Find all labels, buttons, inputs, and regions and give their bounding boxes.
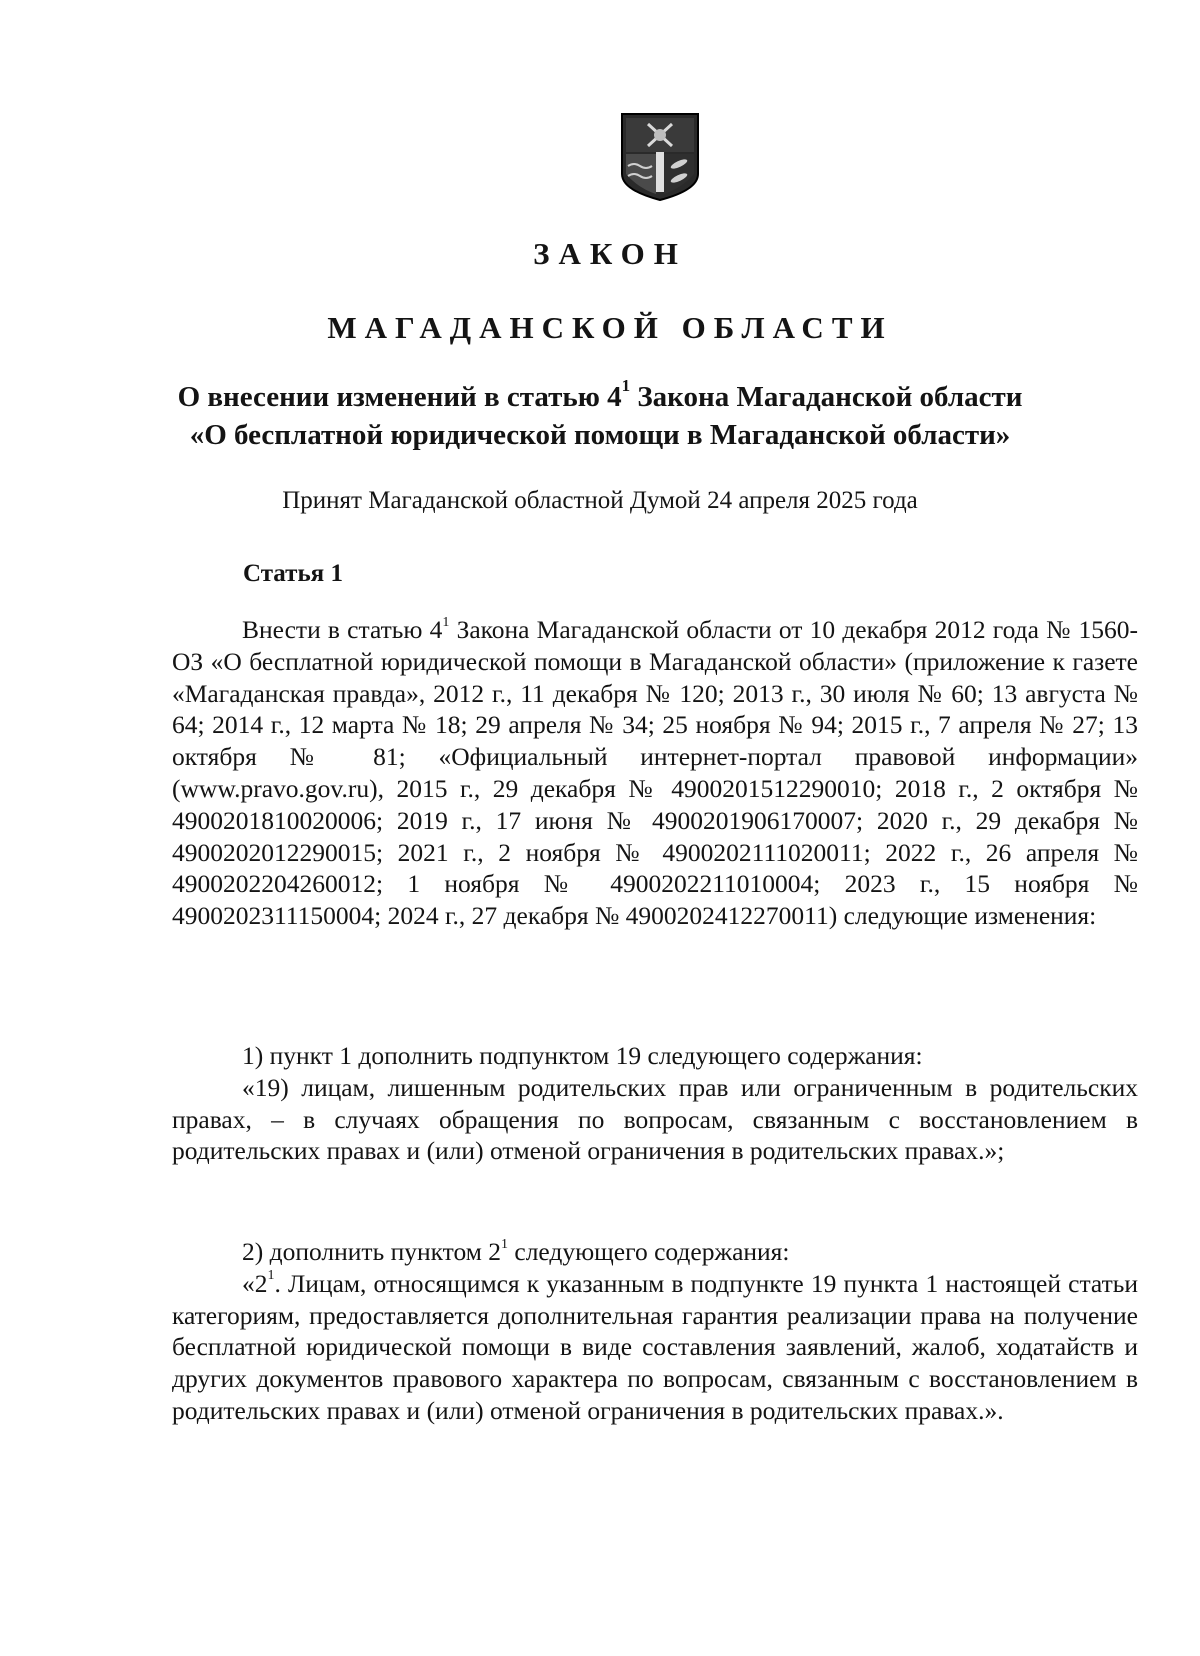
item-2-text-pre: «2	[242, 1268, 268, 1298]
item-2-text-post: . Лицам, относящимся к указанным в подпункте 19 пункта 1 настоящей статьи категориям, предоставляется дополнительная гарантия реализации права на получение бесплатной юридической помощи в виде составления заявлений, жалоб, ходатайств и других документов правового характера по вопросам, связанным с восстановлением в родительских правах и (или) отменой ограничения в родительских правах.».	[172, 1268, 1138, 1425]
subject-line2: «О бесплатной юридической помощи в Магаданской области»	[189, 419, 1011, 451]
item-2-heading-pre: 2) дополнить пунктом 2	[242, 1237, 501, 1266]
article-intro-pre: Внести в статью 4	[242, 615, 443, 644]
item-2-text	[172, 1268, 1138, 1427]
magadan-coat-of-arms-icon	[618, 110, 702, 202]
article-intro	[172, 614, 1138, 932]
item-1	[172, 1040, 1138, 1167]
adoption-note: Принят Магаданской областной Думой 24 апреля 2025 года	[282, 487, 918, 514]
item-1-text: «19) лицам, лишенным родительских прав или ограниченным в родительских правах, – в случаях обращения по вопросам, связанным с восстановлением в родительских правах и (или) отменой ограничения в родительских правах.»;	[172, 1072, 1138, 1166]
document-title: ЗАКОН	[533, 236, 687, 271]
item-2-heading	[172, 1236, 1138, 1268]
subject-line1	[177, 376, 1023, 413]
law-subject	[0, 378, 1200, 454]
subject-line1-pre: О внесении изменений в статью 4	[177, 381, 622, 413]
article-intro-post: Закона Магаданской области от 10 декабря 2012 года № 1560-ОЗ «О бесплатной юридической помощи в Магаданской области» (приложение к газете «Магаданская правда», 2012 г., 11 декабря № 120; 2013 г., 30 июля № 60; 13 августа № 64; 2014 г., 12 марта № 18; 29 апреля № 34; 25 ноября № 94; 2015 г., 7 апреля № 27; 13 октября № 81; «Официальный интернет-портал правовой информации» (www.pravo.gov.ru), 2015 г., 29 декабря № 4900201512290010; 2018 г., 2 октября № 4900201810020006; 2019 г., 17 июня № 4900201906170007; 2020 г., 29 декабря № 4900202012290015; 2021 г., 2 ноября № 4900202111020011; 2022 г., 26 апреля № 4900202204260012; 1 ноября № 4900202211010004; 2023 г., 15 ноября № 4900202311150004; 2024 г., 27 декабря № 4900202412270011) следующие изменения:	[172, 615, 1138, 931]
item-2	[172, 1236, 1138, 1427]
article-heading: Статья 1	[243, 560, 343, 587]
subject-line1-post: Закона Магаданской области	[630, 381, 1023, 413]
article-intro-sup: 1	[442, 614, 450, 630]
item-2-text-sup: 1	[267, 1268, 275, 1284]
item-2-heading-post: следующего содержания:	[508, 1237, 790, 1266]
document-region: МАГАДАНСКОЙ ОБЛАСТИ	[327, 310, 893, 345]
subject-line1-sup: 1	[621, 376, 631, 396]
item-1-heading: 1) пункт 1 дополнить подпунктом 19 следующего содержания:	[242, 1041, 923, 1070]
item-2-heading-sup: 1	[501, 1236, 508, 1252]
